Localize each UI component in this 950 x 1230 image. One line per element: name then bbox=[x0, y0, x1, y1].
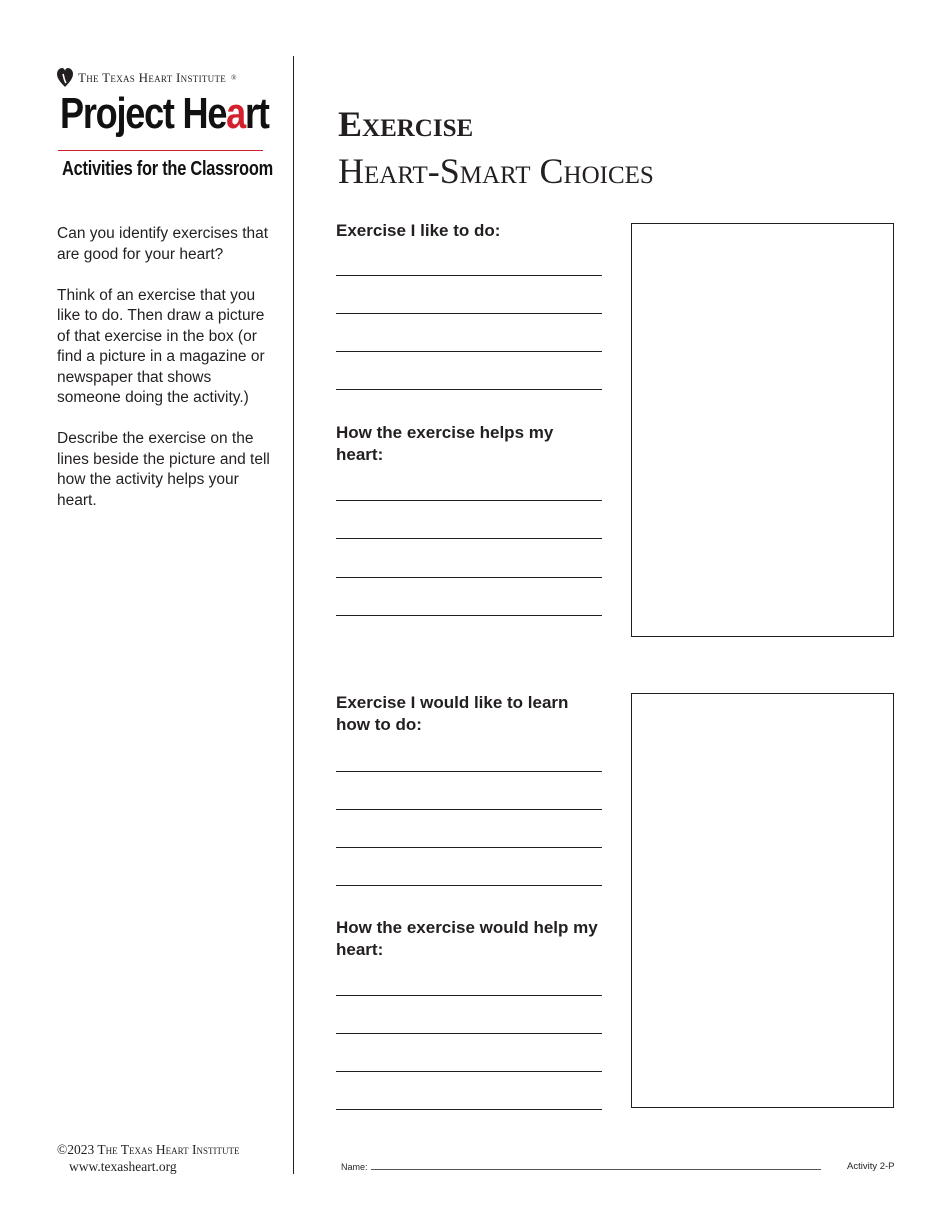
name-label: Name: bbox=[341, 1162, 368, 1172]
drawing-box-exercise-like[interactable] bbox=[631, 223, 894, 637]
logo-divider bbox=[58, 150, 263, 151]
instructions bbox=[57, 224, 272, 532]
project-heart-text-left: Project He bbox=[60, 89, 227, 138]
website-link[interactable]: www.texasheart.org bbox=[69, 1159, 177, 1174]
writing-line[interactable] bbox=[336, 313, 602, 314]
exercise-learn-label: Exercise I would like to learn how to do: bbox=[336, 693, 569, 734]
copyright-text: ©2023 The Texas Heart Institute bbox=[57, 1142, 240, 1157]
instruction-paragraph-1: Can you identify exercises that are good for your heart? bbox=[57, 225, 269, 263]
exercise-would-help-label: How the exercise would help my heart: bbox=[336, 918, 598, 959]
writing-line[interactable] bbox=[336, 995, 602, 996]
page-subtitle: Heart-Smart Choices bbox=[338, 151, 654, 191]
writing-line[interactable] bbox=[336, 577, 602, 578]
writing-line[interactable] bbox=[336, 351, 602, 352]
page-title: Exercise bbox=[338, 104, 474, 144]
writing-line[interactable] bbox=[336, 389, 602, 390]
writing-line[interactable] bbox=[336, 615, 602, 616]
writing-line[interactable] bbox=[336, 885, 602, 886]
writing-line[interactable] bbox=[336, 1033, 602, 1034]
writing-line[interactable] bbox=[336, 275, 602, 276]
project-heart-red-letter: a bbox=[226, 89, 246, 138]
exercise-helps-label: How the exercise helps my heart: bbox=[336, 423, 554, 464]
logo-subtitle: Activities for the Classroom bbox=[62, 158, 273, 180]
writing-line[interactable] bbox=[336, 538, 602, 539]
instruction-paragraph-3: Describe the exercise on the lines beside the picture and tell how the activity helps your heart. bbox=[57, 430, 270, 509]
writing-line[interactable] bbox=[336, 1109, 602, 1110]
writing-line[interactable] bbox=[336, 847, 602, 848]
writing-line[interactable] bbox=[336, 771, 602, 772]
column-divider bbox=[293, 56, 294, 1174]
writing-line[interactable] bbox=[336, 1071, 602, 1072]
trademark: ® bbox=[231, 74, 237, 82]
drawing-box-exercise-learn[interactable] bbox=[631, 693, 894, 1108]
copyright-block bbox=[57, 1141, 239, 1175]
writing-line[interactable] bbox=[336, 809, 602, 810]
project-heart-text-right: rt bbox=[245, 89, 269, 138]
activity-id: Activity 2-P bbox=[847, 1161, 895, 1172]
project-heart-logo bbox=[60, 89, 269, 138]
institute-name: The Texas Heart Institute bbox=[78, 70, 227, 85]
instruction-paragraph-2: Think of an exercise that you like to do. Then draw a picture of that exercise in the box (or find a picture in a magazine or newspaper that shows someone doing the activity.) bbox=[57, 286, 265, 406]
heart-logo-icon bbox=[57, 68, 73, 88]
name-field[interactable] bbox=[341, 1162, 821, 1172]
writing-line[interactable] bbox=[336, 500, 602, 501]
name-line[interactable] bbox=[371, 1169, 821, 1170]
exercise-like-label: Exercise I like to do: bbox=[336, 221, 501, 240]
institute-logo bbox=[57, 68, 237, 88]
